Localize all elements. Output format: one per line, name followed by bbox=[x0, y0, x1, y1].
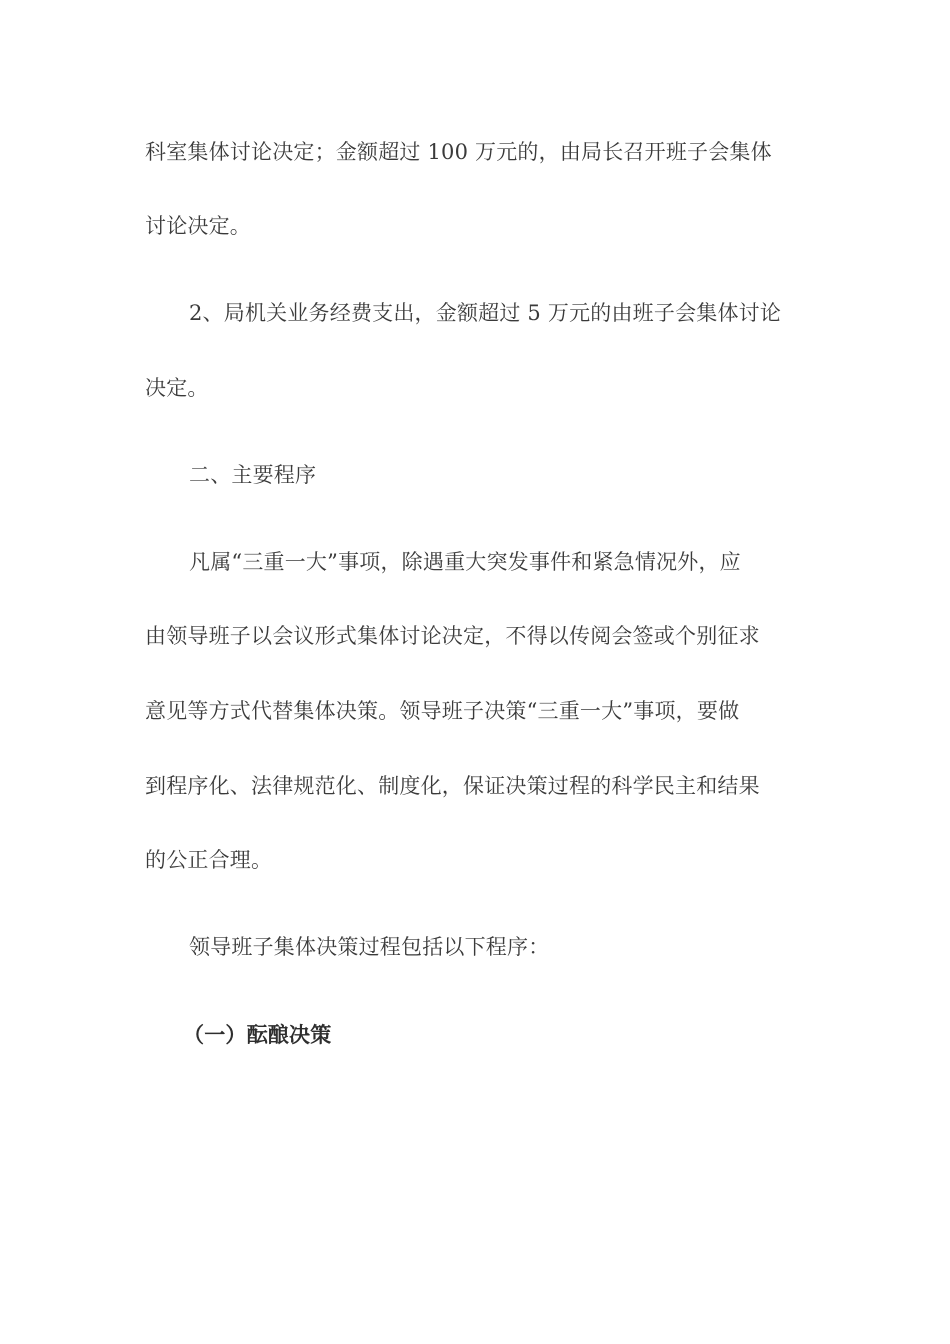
paragraph-line: 决定。 bbox=[145, 376, 209, 400]
paragraph-line: 科室集体讨论决定；金额超过 100 万元的，由局长召开班子会集体 bbox=[145, 140, 772, 164]
paragraph-line: 2、局机关业务经费支出，金额超过 5 万元的由班子会集体讨论 bbox=[189, 301, 782, 325]
paragraph-line: 凡属“三重一大”事项，除遇重大突发事件和紧急情况外，应 bbox=[189, 550, 741, 574]
paragraph-line: 由领导班子以会议形式集体讨论决定，不得以传阅会签或个别征求 bbox=[145, 624, 760, 648]
paragraph-line: 意见等方式代替集体决策。领导班子决策“三重一大”事项，要做 bbox=[145, 699, 740, 723]
paragraph-line: 领导班子集体决策过程包括以下程序： bbox=[189, 935, 550, 959]
paragraph-line: 讨论决定。 bbox=[145, 214, 251, 238]
subsection-heading: （一）酝酿决策 bbox=[183, 1022, 332, 1047]
section-heading: 二、主要程序 bbox=[189, 463, 317, 487]
paragraph-line: 的公正合理。 bbox=[145, 848, 273, 872]
paragraph-line: 到程序化、法律规范化、制度化，保证决策过程的科学民主和结果 bbox=[145, 774, 760, 798]
